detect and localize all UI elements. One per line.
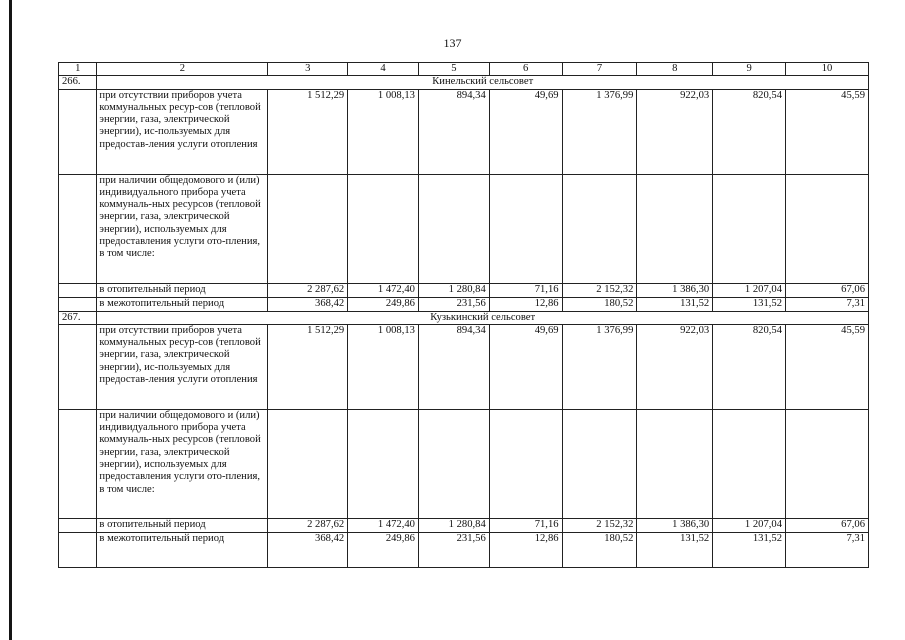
value-cell: [418, 174, 489, 283]
section-name: Кузькинский сельсовет: [97, 311, 869, 324]
column-number: 2: [97, 63, 268, 76]
table-row: [59, 324, 869, 409]
value-cell: [786, 409, 869, 518]
value-cell: 1 280,84: [418, 518, 489, 532]
empty-cell: [59, 409, 97, 518]
value-cell: 1 207,04: [713, 283, 786, 297]
row-label: в отопительный период: [97, 283, 268, 297]
empty-cell: [59, 324, 97, 409]
column-number: 9: [713, 63, 786, 76]
value-cell: 894,34: [418, 324, 489, 409]
value-cell: [713, 409, 786, 518]
column-number: 10: [786, 63, 869, 76]
value-cell: [268, 174, 348, 283]
value-cell: 820,54: [713, 324, 786, 409]
section-name: Кинельский сельсовет: [97, 76, 869, 89]
column-number: 7: [562, 63, 637, 76]
section-header-row: [59, 76, 869, 89]
value-cell: 1 280,84: [418, 283, 489, 297]
tariff-table: [58, 62, 869, 568]
value-cell: [562, 409, 637, 518]
value-cell: 67,06: [786, 518, 869, 532]
value-cell: 1 472,40: [348, 283, 419, 297]
row-label: при наличии общедомового и (или) индивидуального прибора учета коммуналь-ных ресурсов (тепловой энергии, газа, электрической энергии), используемых для предоставления услуги ото-пления, в том числе:: [97, 409, 268, 518]
table-row: [59, 532, 869, 567]
value-cell: 49,69: [489, 89, 562, 174]
value-cell: [348, 174, 419, 283]
row-label: при отсутствии приборов учета коммунальных ресур-сов (тепловой энергии, газа, электрической энергии), ис-пользуемых для предостав-ления услуги отопления: [97, 324, 268, 409]
table-row: [59, 174, 869, 283]
row-label: в межотопительный период: [97, 297, 268, 311]
scan-edge-shadow: [9, 0, 12, 640]
value-cell: [786, 174, 869, 283]
section-header-row: [59, 311, 869, 324]
empty-cell: [59, 532, 97, 567]
value-cell: 922,03: [637, 324, 713, 409]
column-number: 5: [418, 63, 489, 76]
value-cell: [562, 174, 637, 283]
value-cell: 131,52: [713, 297, 786, 311]
value-cell: 45,59: [786, 89, 869, 174]
empty-cell: [59, 89, 97, 174]
empty-cell: [59, 283, 97, 297]
value-cell: 45,59: [786, 324, 869, 409]
value-cell: [637, 174, 713, 283]
value-cell: 2 152,32: [562, 283, 637, 297]
empty-cell: [59, 174, 97, 283]
value-cell: 231,56: [418, 297, 489, 311]
value-cell: 49,69: [489, 324, 562, 409]
column-number-row: [59, 63, 869, 76]
value-cell: 71,16: [489, 283, 562, 297]
value-cell: 67,06: [786, 283, 869, 297]
value-cell: 1 512,29: [268, 324, 348, 409]
table-row: [59, 518, 869, 532]
value-cell: 1 376,99: [562, 324, 637, 409]
table-row: [59, 409, 869, 518]
value-cell: [268, 409, 348, 518]
value-cell: [489, 174, 562, 283]
row-label: при отсутствии приборов учета коммунальных ресур-сов (тепловой энергии, газа, электрической энергии), ис-пользуемых для предостав-ления услуги отопления: [97, 89, 268, 174]
value-cell: 249,86: [348, 532, 419, 567]
row-label: в межотопительный период: [97, 532, 268, 567]
value-cell: 894,34: [418, 89, 489, 174]
value-cell: 12,86: [489, 297, 562, 311]
value-cell: 7,31: [786, 532, 869, 567]
value-cell: 1 512,29: [268, 89, 348, 174]
value-cell: [418, 409, 489, 518]
column-number: 6: [489, 63, 562, 76]
column-number: 4: [348, 63, 419, 76]
value-cell: 2 287,62: [268, 518, 348, 532]
value-cell: 2 152,32: [562, 518, 637, 532]
value-cell: 1 472,40: [348, 518, 419, 532]
value-cell: 71,16: [489, 518, 562, 532]
value-cell: 180,52: [562, 532, 637, 567]
value-cell: 1 008,13: [348, 89, 419, 174]
value-cell: 922,03: [637, 89, 713, 174]
page-number: 137: [443, 36, 462, 50]
value-cell: 368,42: [268, 532, 348, 567]
column-number: 1: [59, 63, 97, 76]
value-cell: 180,52: [562, 297, 637, 311]
table-row: [59, 89, 869, 174]
column-number: 3: [268, 63, 348, 76]
value-cell: 2 287,62: [268, 283, 348, 297]
empty-cell: [59, 297, 97, 311]
row-label: в отопительный период: [97, 518, 268, 532]
value-cell: 368,42: [268, 297, 348, 311]
section-number: 267.: [59, 311, 97, 324]
value-cell: 1 207,04: [713, 518, 786, 532]
value-cell: 131,52: [637, 532, 713, 567]
table-row: [59, 283, 869, 297]
value-cell: 820,54: [713, 89, 786, 174]
value-cell: 1 376,99: [562, 89, 637, 174]
row-label: при наличии общедомового и (или) индивидуального прибора учета коммуналь-ных ресурсов (тепловой энергии, газа, электрической энергии), используемых для предоставления услуги ото-пления, в том числе:: [97, 174, 268, 283]
value-cell: 7,31: [786, 297, 869, 311]
value-cell: [713, 174, 786, 283]
empty-cell: [59, 518, 97, 532]
value-cell: 131,52: [637, 297, 713, 311]
table-row: [59, 297, 869, 311]
value-cell: [637, 409, 713, 518]
section-number: 266.: [59, 76, 97, 89]
column-number: 8: [637, 63, 713, 76]
value-cell: 1 386,30: [637, 518, 713, 532]
value-cell: 1 008,13: [348, 324, 419, 409]
value-cell: 1 386,30: [637, 283, 713, 297]
value-cell: [348, 409, 419, 518]
value-cell: [489, 409, 562, 518]
value-cell: 249,86: [348, 297, 419, 311]
value-cell: 231,56: [418, 532, 489, 567]
value-cell: 131,52: [713, 532, 786, 567]
value-cell: 12,86: [489, 532, 562, 567]
